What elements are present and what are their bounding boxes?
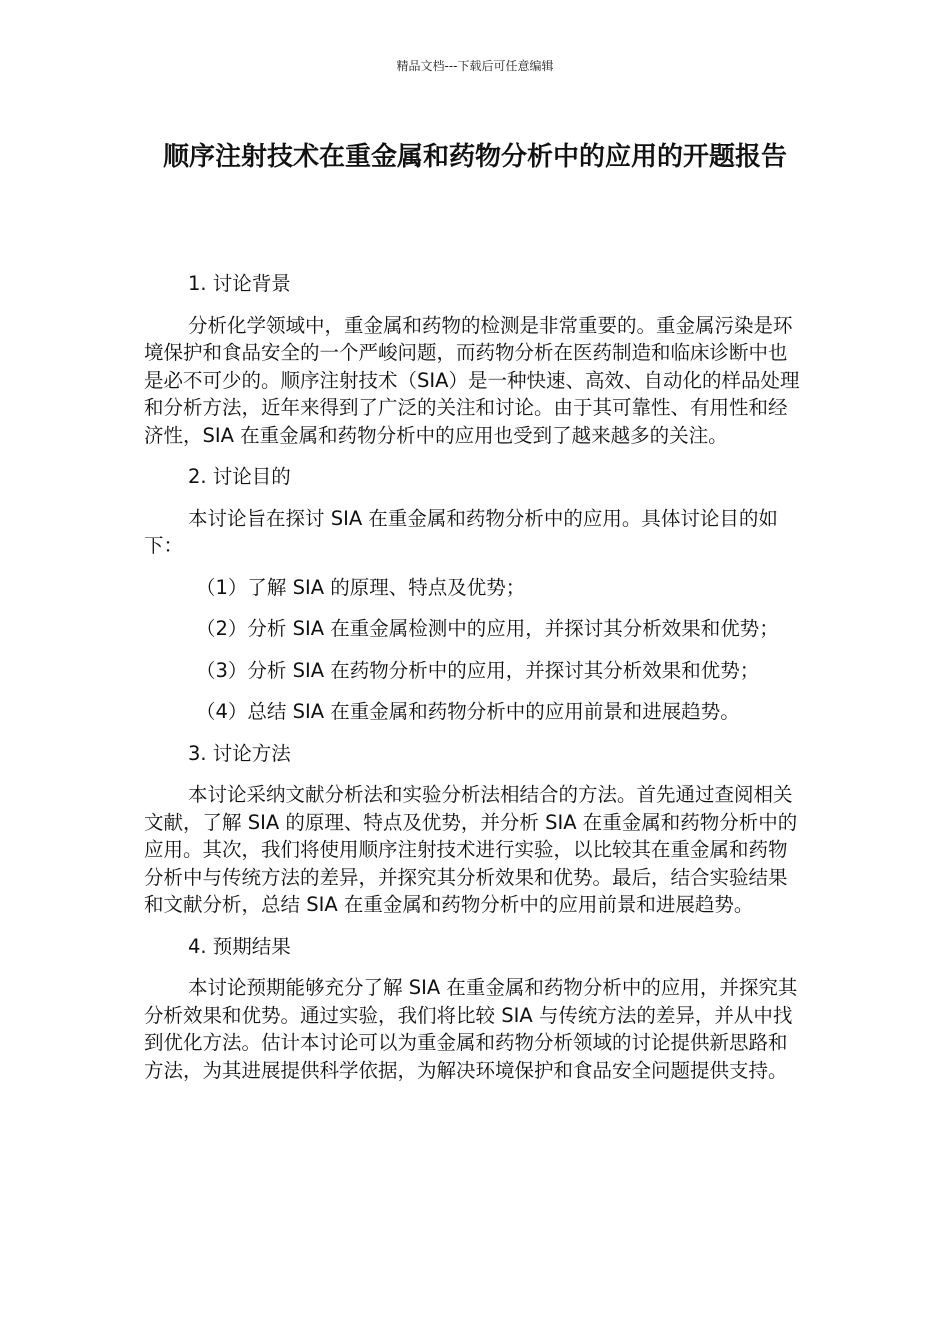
section-expected-results <box>144 933 806 1085</box>
section-paragraph: 本讨论预期能够充分了解 SIA 在重金属和药物分析中的应用，并探究其分析效果和优势。通过实验，我们将比较 SIA 与传统方法的差异，并从中找到优化方法。估计本讨论可以为重金属和药物分析领域的讨论提供新思路和方法，为其进展提供科学依据，为解决环境保护和食品安全问题提供支持。 <box>144 976 798 1082</box>
section-paragraph: 分析化学领域中，重金属和药物的检测是非常重要的。重金属污染是环境保护和食品安全的一个严峻问题，而药物分析在医药制造和临床诊断中也是必不可少的。顺序注射技术（SIA）是一种快速、高效、自动化的样品处理和分析方法，近年来得到了广泛的关注和讨论。由于其可靠性、有用性和经济性，SIA 在重金属和药物分析中的应用也受到了越来越多的关注。 <box>144 313 800 447</box>
section-heading: 2. 讨论目的 <box>188 465 291 488</box>
objectives-list <box>144 574 806 726</box>
section-background <box>144 270 806 449</box>
section-heading: 4. 预期结果 <box>188 934 291 958</box>
document-title: 顺序注射技术在重金属和药物分析中的应用的开题报告 <box>162 142 787 172</box>
list-item: （4）总结 SIA 在重金属和药物分析中的应用前景和进展趋势。 <box>196 700 740 723</box>
list-item: （3）分析 SIA 在药物分析中的应用，并探讨其分析效果和优势； <box>196 658 760 682</box>
section-methods <box>144 740 806 919</box>
section-objectives <box>144 463 806 726</box>
list-item: （1）了解 SIA 的原理、特点及优势； <box>196 575 526 599</box>
section-paragraph: 本讨论采纳文献分析法和实验分析法相结合的方法。首先通过查阅相关文献，了解 SIA 的原理、特点及优势，并分析 SIA 在重金属和药物分析中的应用。其次，我们将使用顺序注射技术进行实验，以比较其在重金属和药物分析中与传统方法的差异，并探究其分析效果和优势。最后，结合实验结果和文献分析，总结 SIA 在重金属和药物分析中的应用前景和进展趋势。 <box>144 783 798 916</box>
document-body <box>144 270 806 1098</box>
list-item: （2）分析 SIA 在重金属检测中的应用，并探讨其分析效果和优势； <box>196 617 779 640</box>
section-heading: 3. 讨论方法 <box>188 741 291 765</box>
section-heading: 1. 讨论背景 <box>188 272 291 295</box>
section-paragraph: 本讨论旨在探讨 SIA 在重金属和药物分析中的应用。具体讨论目的如下： <box>144 506 778 557</box>
page-header: 精品文档---下载后可任意编辑 <box>396 59 554 73</box>
